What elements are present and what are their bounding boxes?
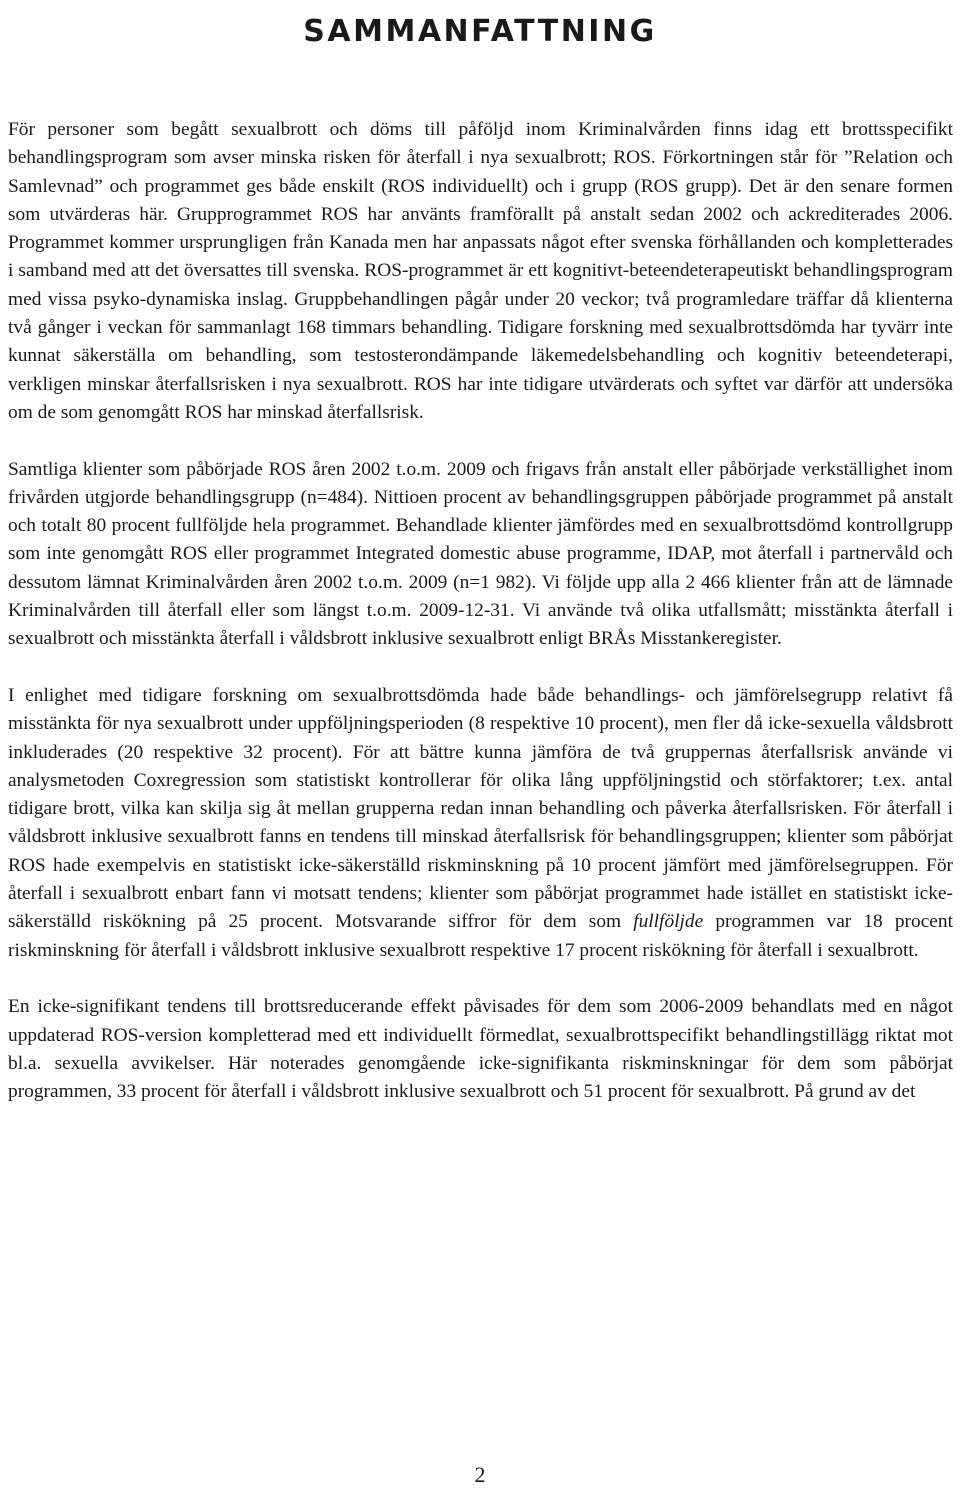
paragraph-tendency: En icke-signifikant tendens till brottsreducerande effekt påvisades för dem som 2006-2009 behandlats med en något uppdaterad ROS-version kompletterad med ett individuellt förmedlat, sexualbrottspecifikt behandlingstillägg riktat mot bl.a. sexuella avvikelser. Här noterades genomgående icke-signifikanta riskminskningar för dem som påbörjat programmen, 33 procent för återfall i våldsbrott inklusive sexualbrott och 51 procent för sexualbrott. På grund av det <box>8 996 953 1103</box>
paragraph-intro: För personer som begått sexualbrott och döms till påföljd inom Kriminalvården finns idag ett brottsspecifikt behandlingsprogram som avser minska risken för återfall i nya sexualbrott; ROS. Förkortningen står för ”Relation och Samlevnad” och programmet ges både enskilt (ROS individuellt) och i grupp (ROS grupp). Det är den senare formen som utvärderas här. Grupprogrammet ROS har använts framförallt på anstalt sedan 2002 och ackrediterades 2006. Programmet kommer ursprungligen från Kanada men har anpassats något efter svenska förhållanden och kompletterades i samband med att det översattes till svenska. ROS-programmet är ett kognitivt-beteendeterapeutiskt behandlingsprogram med vissa psyko-dynamiska inslag. Gruppbehandlingen pågår under 20 veckor; två programledare träffar då klienterna två gånger i veckan för sammanlagt 168 timmars behandling. Tidigare forskning med sexualbrottsdömda har tyvärr inte kunnat säkerställa om behandling, som testosterondämpande läkemedelsbehandling och kognitiv beteendeterapi, verkligen minskar återfallsrisken i nya sexualbrott. ROS har inte tidigare utvärderats och syftet var därför att undersöka om de som genomgått ROS har minskad återfallsrisk. <box>8 119 953 423</box>
paragraph-results-text-2: programmen var 18 procent riskminskning för återfall i våldsbrott inklusive sexualbrott respektive 17 procent riskökning för återfall i sexualbrott. <box>8 911 953 961</box>
page-title: SAMMANFATTNING <box>303 14 657 49</box>
paragraph-results-text-1: I enlighet med tidigare forskning om sexualbrottsdömda hade både behandlings- och jämförelsegrupp relativt få misstänkta för nya sexualbrott under uppföljningsperioden (8 respektive 10 procent), men fler då icke-sexuella våldsbrott inkluderades (20 respektive 32 procent). För att bättre kunna jämföra de två gruppernas återfallsrisk använde vi analysmetoden Coxregression som statistiskt kontrollerar för olika lång uppföljningstid och störfaktorer; t.ex. antal tidigare brott, vilka kan skilja sig åt mellan grupperna redan innan behandling och påverka återfallsrisken. För återfall i våldsbrott inklusive sexualbrott fanns en tendens till minskad återfallsrisk för behandlingsgruppen; klienter som påbörjat ROS hade exempelvis en statistiskt icke-säkerställd riskminskning på 10 procent jämfört med jämförelsegruppen. För återfall i sexualbrott enbart fann vi motsatt tendens; klienter som påbörjat programmet hade istället en statistiskt icke-säkerställd riskökning på 25 procent. Motsvarande siffror för dem som <box>8 684 953 933</box>
paragraph-results <box>8 682 953 965</box>
page-number: 2 <box>474 1462 486 1487</box>
paragraph-method: Samtliga klienter som påbörjade ROS åren 2002 t.o.m. 2009 och frigavs från anstalt eller påbörjade verkställighet inom frivården utgjorde behandlingsgrupp (n=484). Nittioen procent av behandlingsgruppen påbörjade programmet på anstalt och totalt 80 procent fullföljde hela programmet. Behandlade klienter jämfördes med en sexualbrottsdömd kontrollgrupp som inte genomgått ROS eller programmet Integrated domestic abuse programme, IDAP, mot återfall i partnervåld och dessutom lämnat Kriminalvården åren 2002 t.o.m. 2009 (n=1 982). Vi följde upp alla 2 466 klienter från att de lämnade Kriminalvården till återfall eller som längst t.o.m. 2009-12-31. Vi använde två olika utfallsmått; misstänkta återfall i sexualbrott och misstänkta återfall i våldsbrott inklusive sexualbrott enligt BRÅs Misstankeregister. <box>8 458 953 650</box>
emphasis-fullfoljde: fullföljde <box>633 911 704 933</box>
document-body <box>8 116 953 1135</box>
